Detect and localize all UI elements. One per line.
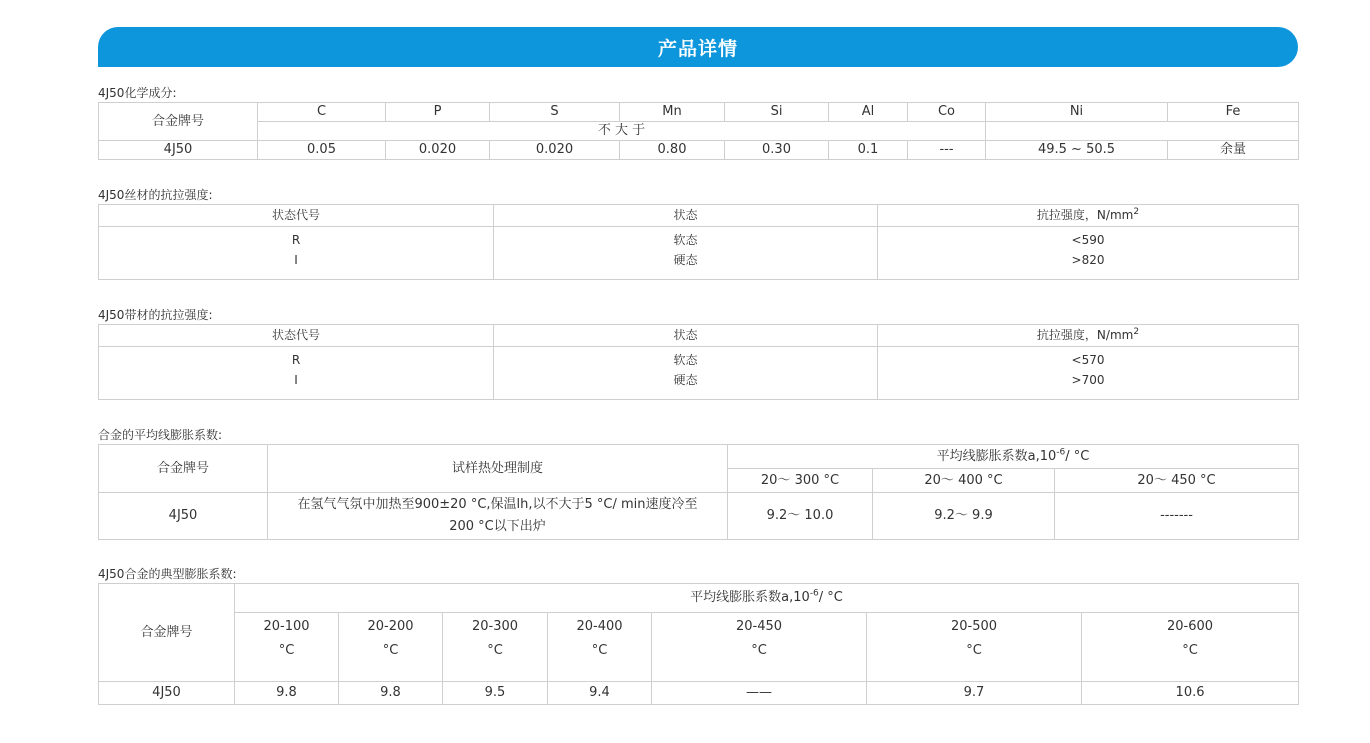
- value-cell: 0.30: [725, 141, 829, 160]
- range-header-cell: 20～ 300 °C: [728, 469, 873, 493]
- state-code-cell: I: [99, 253, 494, 280]
- value-cell: 0.05: [258, 141, 386, 160]
- strength-header: 抗拉强度，$N/mm^2$: [878, 205, 1299, 227]
- table-row: [99, 682, 1299, 705]
- table-row: [99, 141, 1299, 160]
- value-cell: 9.4: [548, 682, 652, 705]
- coefficient-header-cell: 平均线膨胀系数$a,10^{-6}/$ °C: [235, 584, 1299, 613]
- element-header-cell: Al: [829, 103, 908, 122]
- strength-cell: <590: [878, 227, 1299, 254]
- range-header-cell: 20-100 °C: [235, 613, 339, 682]
- value-cell: ---: [908, 141, 986, 160]
- element-header-cell: P: [386, 103, 490, 122]
- element-header-cell: Co: [908, 103, 986, 122]
- grade-cell: 4J50: [99, 141, 258, 160]
- range-header-cell: 20-450 °C: [652, 613, 867, 682]
- state-code-cell: R: [99, 347, 494, 374]
- coefficient-header-cell: 平均线膨胀系数$a,10^{-6}/$ °C: [728, 445, 1299, 469]
- grade-header-cell: 合金牌号: [99, 445, 268, 493]
- composition-table: [98, 102, 1299, 160]
- value-cell: 9.7: [867, 682, 1082, 705]
- range-header-cell: 20-500 °C: [867, 613, 1082, 682]
- composition-note-row: [99, 122, 1299, 141]
- treatment-header-cell: 试样热处理制度: [268, 445, 728, 493]
- value-cell: 9.8: [339, 682, 443, 705]
- state-cell: 软态: [494, 347, 878, 374]
- value-cell: 9.2～ 10.0: [728, 493, 873, 540]
- range-header-cell: 20-600 °C: [1082, 613, 1299, 682]
- typical-expansion-table: [98, 583, 1299, 705]
- wire-strength-table: [98, 204, 1299, 280]
- element-header-cell: C: [258, 103, 386, 122]
- state-code-cell: R: [99, 227, 494, 254]
- range-header-cell: 20～ 450 °C: [1055, 469, 1299, 493]
- element-header-cell: S: [490, 103, 620, 122]
- value-cell: 10.6: [1082, 682, 1299, 705]
- wire-header-row: [99, 205, 1299, 227]
- product-details-header: [98, 27, 1298, 67]
- empty-cell: [986, 122, 1299, 141]
- typical-header-row: [99, 584, 1299, 613]
- element-header-cell: Mn: [620, 103, 725, 122]
- state-code-header: 状态代号: [99, 205, 494, 227]
- value-cell: 49.5 ~ 50.5: [986, 141, 1168, 160]
- value-cell: -------: [1055, 493, 1299, 540]
- range-header-cell: 20～ 400 °C: [873, 469, 1055, 493]
- header-title: 产品详情: [657, 37, 738, 60]
- max-note-cell: 不 大 于: [258, 122, 986, 141]
- range-header-cell: 20-200 °C: [339, 613, 443, 682]
- value-cell: 余量: [1168, 141, 1299, 160]
- table-row: [99, 493, 1299, 540]
- element-header-cell: Fe: [1168, 103, 1299, 122]
- grade-cell: 4J50: [99, 682, 235, 705]
- typical-range-row: [99, 613, 1299, 682]
- value-cell: 9.2～ 9.9: [873, 493, 1055, 540]
- typical-section-title: 4J50合金的典型膨胀系数:: [98, 567, 237, 581]
- strip-strength-table: [98, 324, 1299, 400]
- table-row: [99, 347, 1299, 374]
- table-row: [99, 227, 1299, 254]
- range-header-cell: 20-400 °C: [548, 613, 652, 682]
- value-cell: 9.8: [235, 682, 339, 705]
- value-cell: 0.80: [620, 141, 725, 160]
- treatment-cell: 在氢气气氛中加热至900±20 °C,保温lh,以不大于5 °C/ min速度冷至 200 °C以下出炉: [268, 493, 728, 540]
- state-code-cell: I: [99, 373, 494, 400]
- wire-section-title: 4J50丝材的抗拉强度:: [98, 188, 213, 202]
- element-header-cell: Si: [725, 103, 829, 122]
- expansion-table: [98, 444, 1299, 540]
- strength-cell: >700: [878, 373, 1299, 400]
- expansion-header-row: [99, 445, 1299, 469]
- state-cell: 软态: [494, 227, 878, 254]
- expansion-section-title: 合金的平均线膨胀系数:: [98, 428, 223, 442]
- value-cell: 0.020: [386, 141, 490, 160]
- element-header-cell: Ni: [986, 103, 1168, 122]
- value-cell: ——: [652, 682, 867, 705]
- state-header: 状态: [494, 325, 878, 347]
- grade-header-cell: 合金牌号: [99, 103, 258, 141]
- table-row: [99, 253, 1299, 280]
- strength-header: 抗拉强度，$N/mm^2$: [878, 325, 1299, 347]
- state-cell: 硬态: [494, 373, 878, 400]
- state-header: 状态: [494, 205, 878, 227]
- table-row: [99, 373, 1299, 400]
- strip-section-title: 4J50带材的抗拉强度:: [98, 308, 213, 322]
- value-cell: 9.5: [443, 682, 548, 705]
- strength-cell: >820: [878, 253, 1299, 280]
- grade-header-cell: 合金牌号: [99, 584, 235, 682]
- range-header-cell: 20-300 °C: [443, 613, 548, 682]
- value-cell: 0.1: [829, 141, 908, 160]
- state-code-header: 状态代号: [99, 325, 494, 347]
- grade-cell: 4J50: [99, 493, 268, 540]
- strip-header-row: [99, 325, 1299, 347]
- strength-cell: <570: [878, 347, 1299, 374]
- state-cell: 硬态: [494, 253, 878, 280]
- value-cell: 0.020: [490, 141, 620, 160]
- composition-header-row: [99, 103, 1299, 122]
- composition-section-title: 4J50化学成分:: [98, 86, 177, 100]
